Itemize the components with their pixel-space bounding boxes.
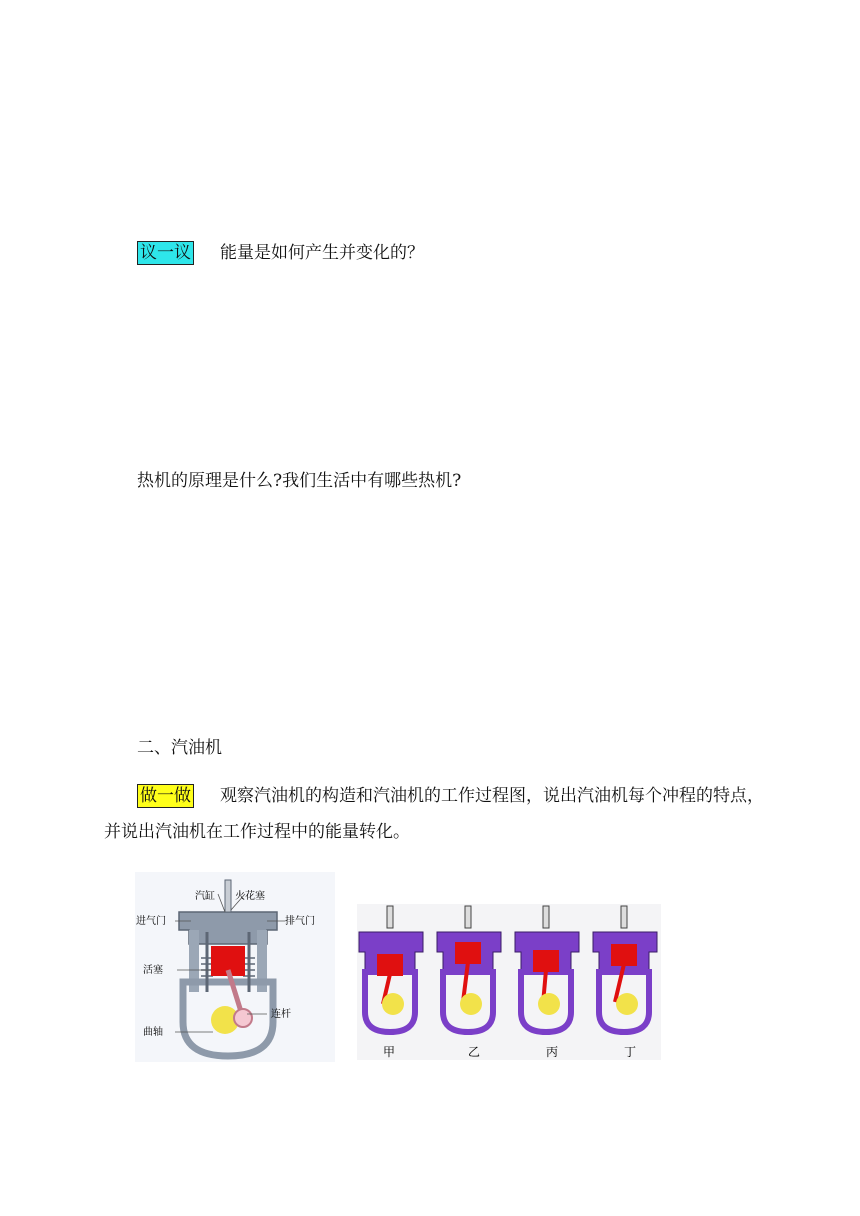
do-text-line1: 观察汽油机的构造和汽油机的工作过程图，说出汽油机每个冲程的特点， xyxy=(220,786,764,806)
stroke-engine-1 xyxy=(359,906,423,1032)
engine-strokes-figure xyxy=(357,904,661,1060)
do-text-line2: 并说出汽油机在工作过程中的能量转化。 xyxy=(104,822,410,842)
strokes-drawing xyxy=(357,904,661,1060)
label-spark-plug: 火花塞 xyxy=(235,891,265,902)
label-piston: 活塞 xyxy=(143,965,163,976)
label-intake-valve: 进气门 xyxy=(136,916,166,927)
do-tag: 做一做 xyxy=(137,784,194,808)
spark-plug-shape xyxy=(225,880,231,912)
stroke-caption-1: 甲 xyxy=(383,1045,396,1059)
stroke-engine-3 xyxy=(515,906,579,1032)
label-crankshaft: 曲轴 xyxy=(143,1027,163,1038)
discuss-tag: 议一议 xyxy=(137,241,194,265)
label-connecting-rod: 连杆 xyxy=(271,1009,291,1020)
discuss-question: 能量是如何产生并变化的？ xyxy=(220,243,424,263)
heat-engine-question: 热机的原理是什么?我们生活中有哪些热机? xyxy=(137,471,462,491)
engine-structure-diagram xyxy=(135,872,335,1062)
crank-pin xyxy=(234,1009,252,1027)
stroke-caption-3: 丙 xyxy=(546,1045,559,1059)
do-row xyxy=(137,784,764,808)
stroke-caption-4: 丁 xyxy=(624,1045,637,1059)
label-exhaust-valve: 排气门 xyxy=(285,916,315,927)
discuss-row xyxy=(137,241,424,265)
stroke-engine-4 xyxy=(593,906,657,1032)
stroke-engine-2 xyxy=(437,906,501,1032)
section-heading: 二、汽油机 xyxy=(137,738,222,758)
label-cylinder: 汽缸 xyxy=(195,891,215,902)
stroke-caption-2: 乙 xyxy=(468,1045,481,1059)
